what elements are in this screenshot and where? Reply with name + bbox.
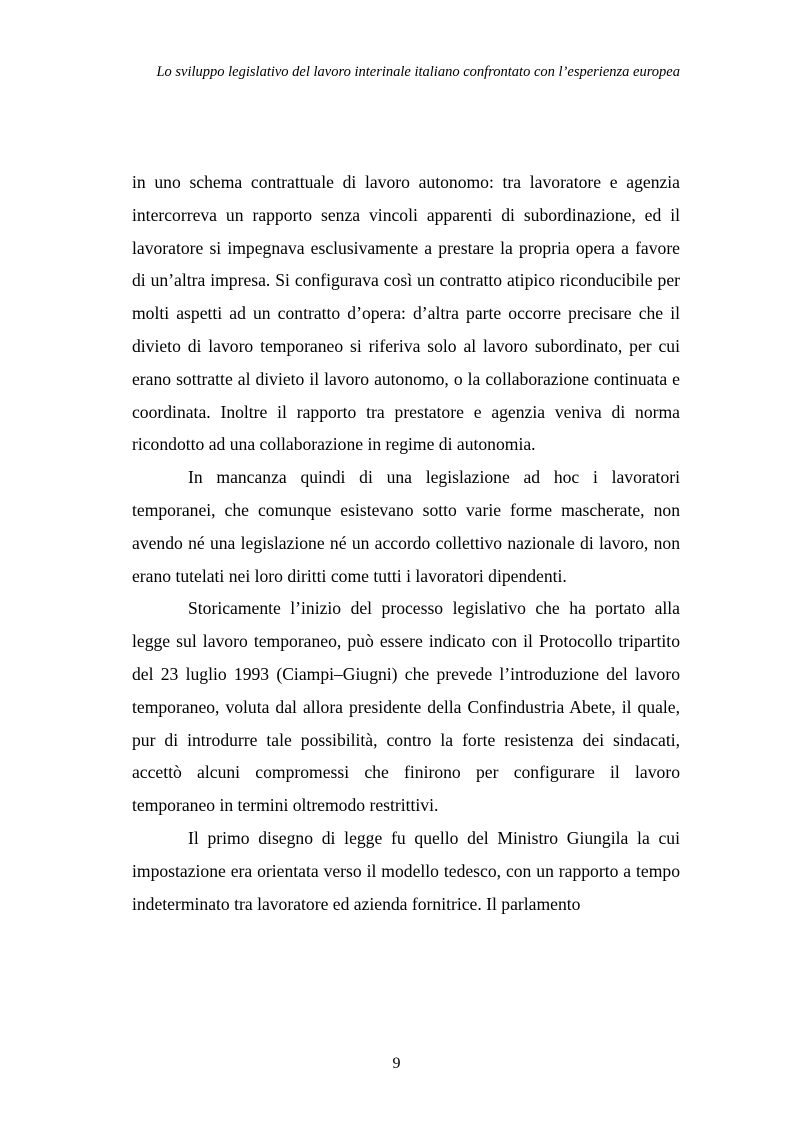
- paragraph-1: in uno schema contrattuale di lavoro autonomo: tra lavoratore e agenzia intercorreva un rapporto senza vincoli apparenti di subordinazione, ed il lavoratore si impegnava esclusivamente a prestare la propria opera a favore di un’altra impresa. Si configurava così un contratto atipico riconducibile per molti aspetti ad un contratto d’opera: d’altra parte occorre precisare che il divieto di lavoro temporaneo si riferiva solo al lavoro subordinato, per cui erano sottratte al divieto il lavoro autonomo, o la collaborazione continuata e coordinata. Inoltre il rapporto tra prestatore e agenzia veniva di norma ricondotto ad una collaborazione in regime di autonomia.: [132, 172, 680, 455]
- body-text: [132, 166, 680, 920]
- paragraph-2: In mancanza quindi di una legislazione ad hoc i lavoratori temporanei, che comunque esistevano sotto varie forme mascherate, non avendo né una legislazione né un accordo collettivo nazionale di lavoro, non erano tutelati nei loro diritti come tutti i lavoratori dipendenti.: [132, 467, 680, 586]
- paragraph-4: Il primo disegno di legge fu quello del Ministro Giungila la cui impostazione era orientata verso il modello tedesco, con un rapporto a tempo indeterminato tra lavoratore ed azienda fornitrice. Il parlamento: [132, 827, 680, 914]
- page-number: 9: [392, 1055, 401, 1072]
- running-header: Lo sviluppo legislativo del lavoro interinale italiano confrontato con l’esperienza europea: [156, 64, 680, 80]
- paragraph-3: Storicamente l’inizio del processo legislativo che ha portato alla legge sul lavoro temporaneo, può essere indicato con il Protocollo tripartito del 23 luglio 1993 (Ciampi–Giugni) che prevede l’introduzione del lavoro temporaneo, voluta dal allora presidente della Confindustria Abete, il quale, pur di introdurre tale possibilità, contro la forte resistenza dei sindacati, accettò alcuni compromessi che finirono per configurare il lavoro temporaneo in termini oltremodo restrittivi.: [132, 598, 680, 816]
